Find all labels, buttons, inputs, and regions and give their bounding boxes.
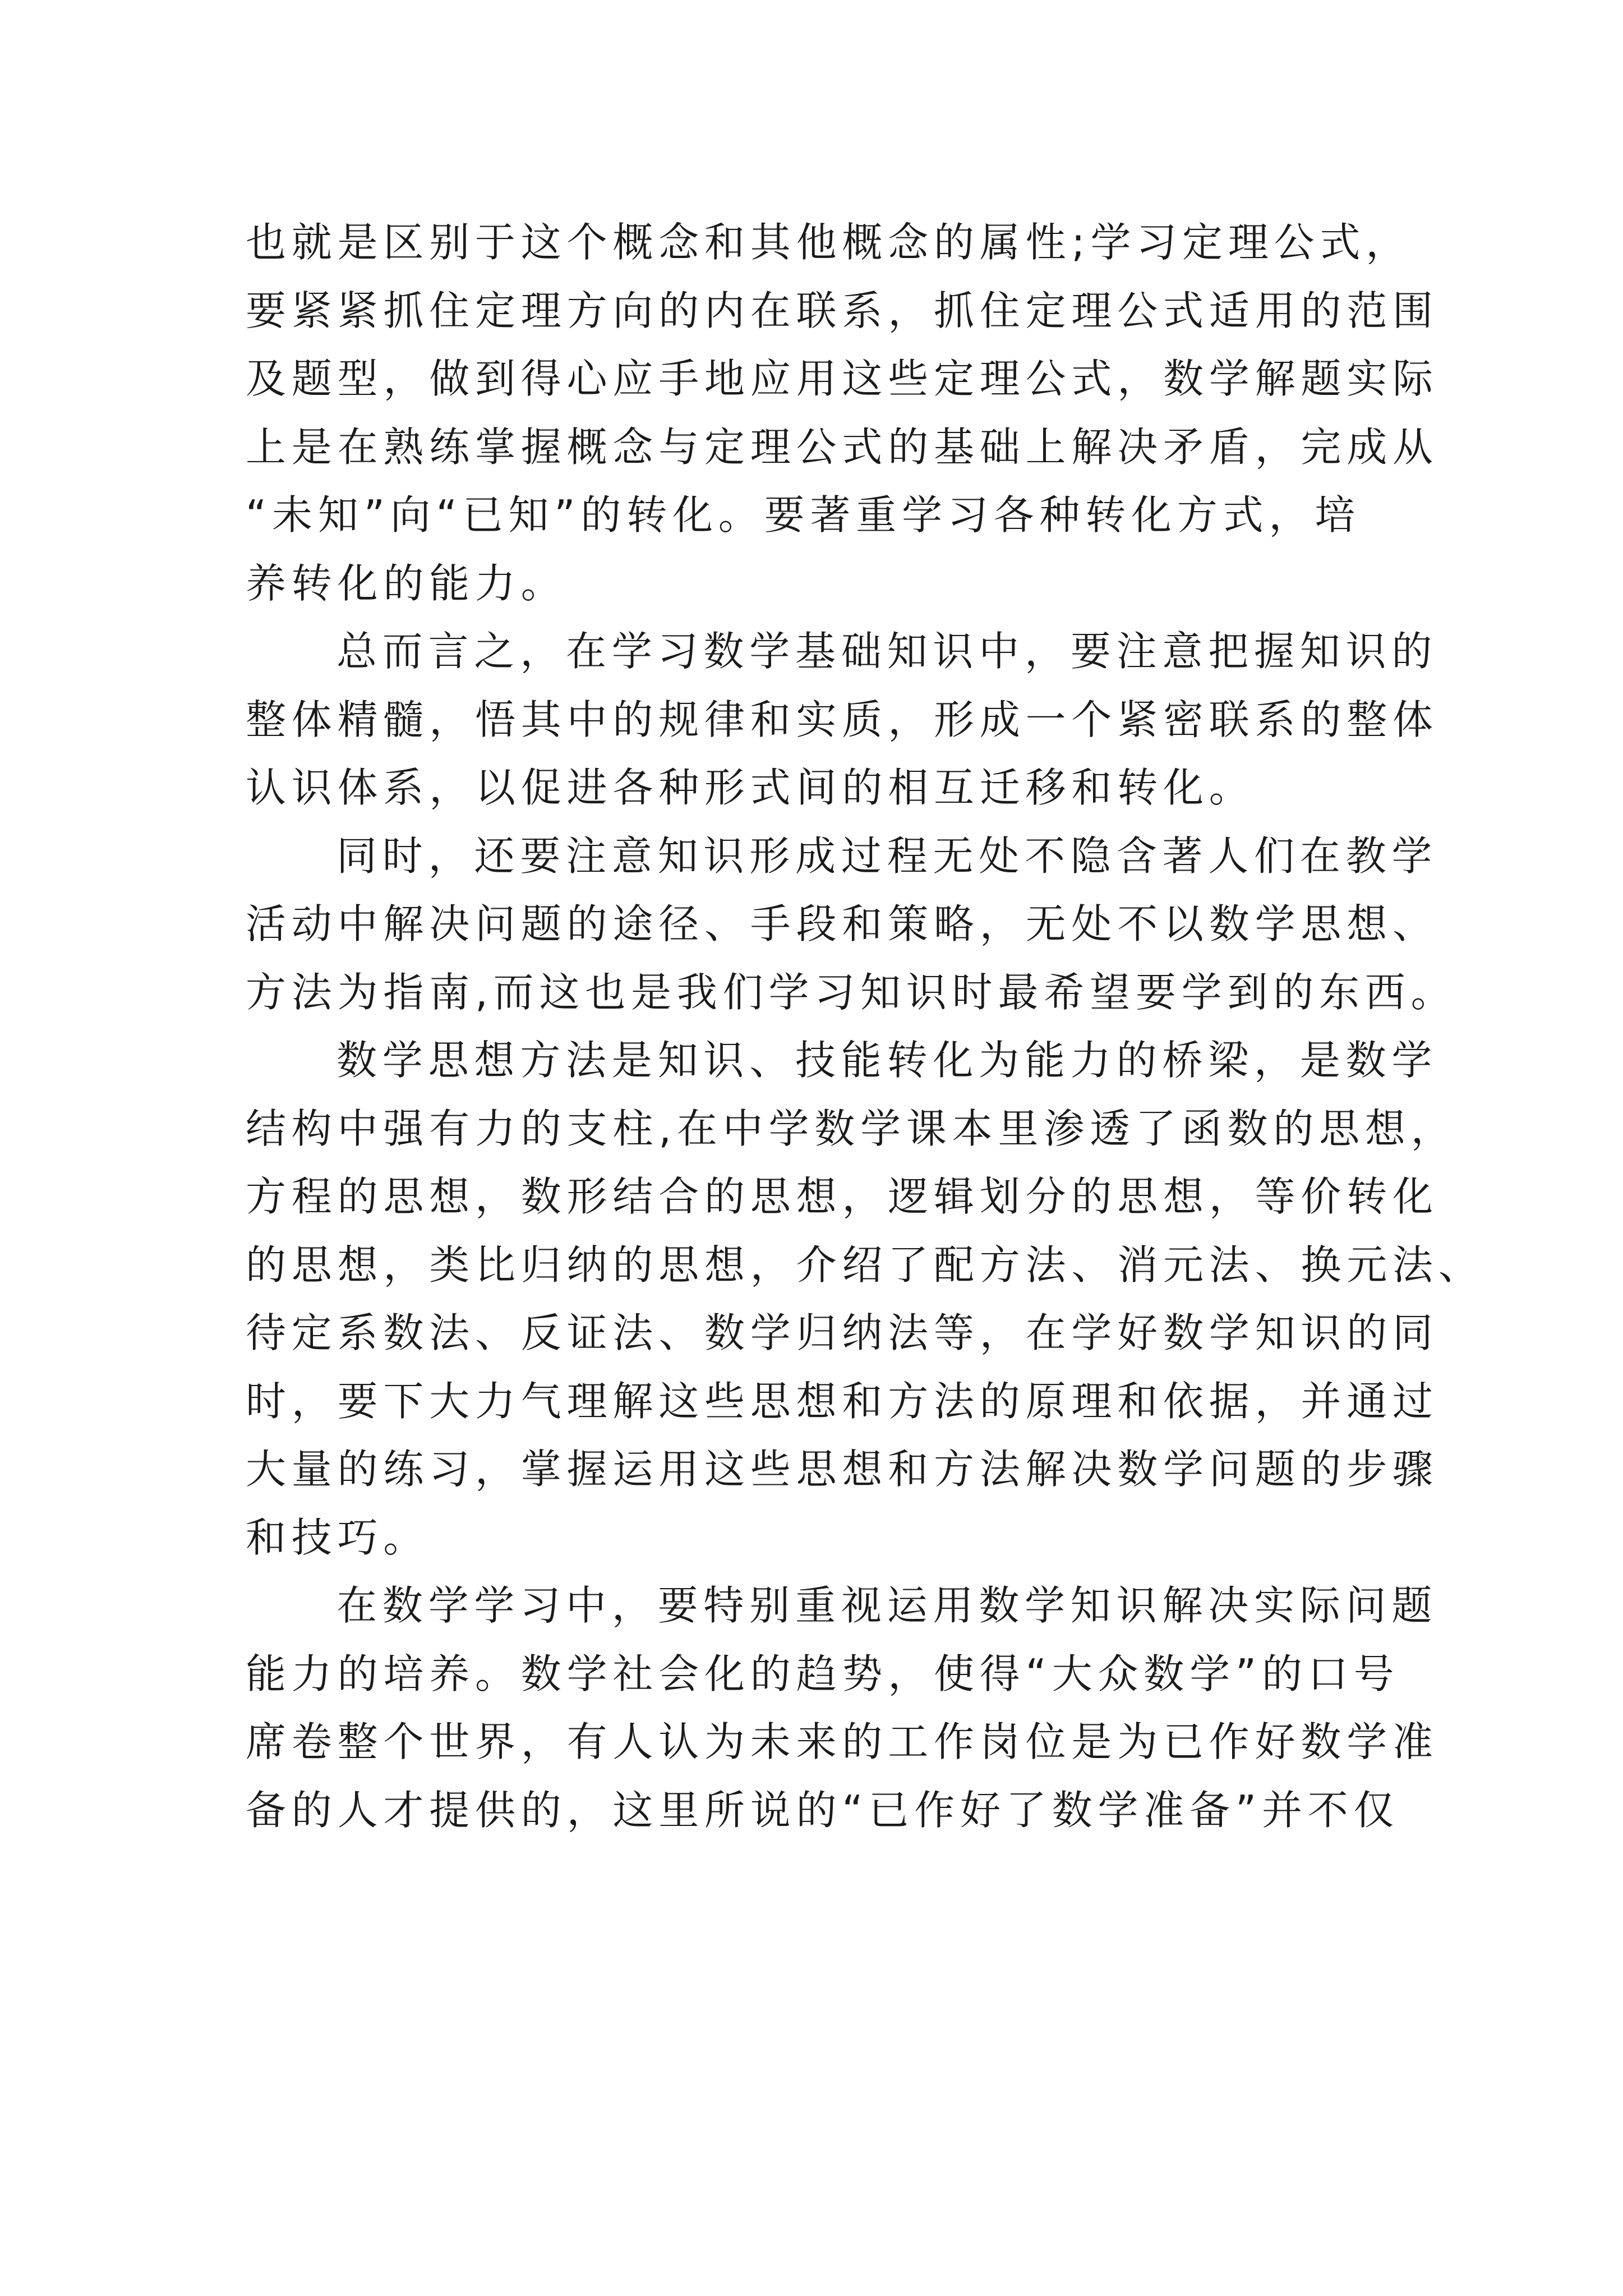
text-line: 活动中解决问题的途径、手段和策略，无处不以数学思想、 (246, 900, 1438, 947)
text-line: 及题型，做到得心应手地应用这些定理公式，数学解题实际 (246, 355, 1438, 402)
text-line: 上是在熟练掌握概念与定理公式的基础上解决矛盾，完成从 (246, 423, 1438, 471)
paragraph-first-line: 数学思想方法是知识、技能转化为能力的桥梁，是数学 (336, 1037, 1438, 1084)
text-line: 备的人才提供的，这里所说的“已作好了数学准备”并不仅 (246, 1786, 1400, 1834)
text-line: 的思想，类比归纳的思想，介绍了配方法、消元法、换元法、 (246, 1241, 1484, 1289)
paragraph-first-line: 在数学学习中，要特别重视运用数学知识解决实际问题 (336, 1582, 1438, 1629)
text-line: 方法为指南,而这也是我们学习知识时最希望要学到的东西。 (246, 968, 1457, 1016)
text-line: 方程的思想，数形结合的思想，逻辑划分的思想，等价转化 (246, 1173, 1438, 1220)
text-line: 要紧紧抓住定理方向的内在联系，抓住定理公式适用的范围 (246, 287, 1438, 334)
text-line: 能力的培养。数学社会化的趋势，使得“大众数学”的口号 (246, 1650, 1400, 1697)
text-line: 和技巧。 (246, 1513, 430, 1561)
text-line: 待定系数法、反证法、数学归纳法等，在学好数学知识的同 (246, 1309, 1438, 1356)
text-line: 认识体系，以促进各种形式间的相互迁移和转化。 (246, 764, 1255, 811)
paragraph-first-line: 同时，还要注意知识形成过程无处不隐含著人们在教学 (336, 832, 1438, 880)
text-line: 时，要下大力气理解这些思想和方法的原理和依据，并通过 (246, 1377, 1438, 1425)
text-line: “未知”向“已知”的转化。要著重学习各种转化方式，培 (246, 491, 1361, 539)
text-line: 结构中强有力的支柱,在中学数学课本里渗透了函数的思想， (246, 1105, 1457, 1152)
body-text (246, 209, 1484, 1844)
text-line: 养转化的能力。 (246, 559, 567, 607)
text-line: 也就是区别于这个概念和其他概念的属性;学习定理公式， (246, 219, 1412, 266)
text-line: 整体精髓，悟其中的规律和实质，形成一个紧密联系的整体 (246, 696, 1438, 743)
paragraph-first-line: 总而言之，在学习数学基础知识中，要注意把握知识的 (336, 628, 1438, 675)
text-line: 大量的练习，掌握运用这些思想和方法解决数学问题的步骤 (246, 1446, 1438, 1493)
text-line: 席卷整个世界，有人认为未来的工作岗位是为已作好数学准 (246, 1718, 1438, 1765)
